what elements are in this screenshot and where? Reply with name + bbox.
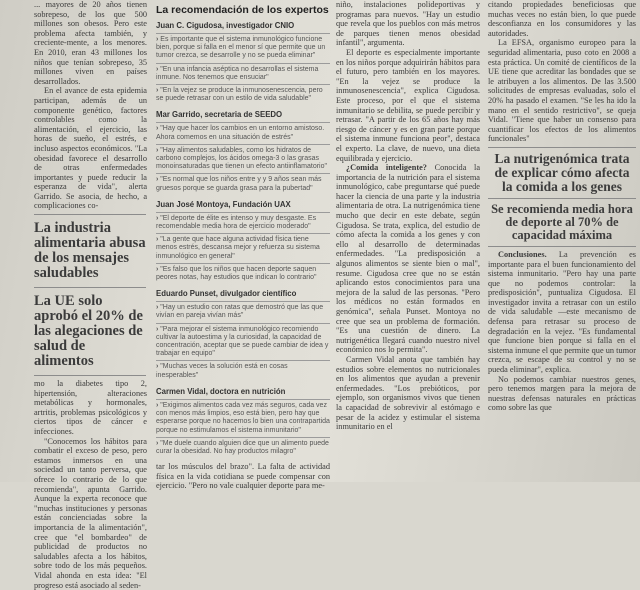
expert-quote: [156, 33, 330, 63]
quote-arrow-icon: ›: [156, 176, 161, 184]
quote-arrow-icon: ›: [156, 214, 161, 222]
expert-quote: [156, 212, 330, 233]
expert-name: Eduardo Punset, divulgador científico: [156, 289, 297, 299]
col4-headline-2: Se recomienda media hora de deporte al 70% de capacidad máxima: [491, 201, 633, 242]
quote-text: "Muchas veces la solución está en cosas inesperables": [156, 363, 288, 379]
quote-arrow-icon: ›: [156, 265, 161, 273]
col4-para3: La prevención es importante para el buen funcionamiento del sistema inmunitario. "Pero hay una parte que no podemos controlar: la predisposición", puntualiza Cigudosa. El investigador invita a retrasar con un estilo de vida saludable —este mecanismo de defensa para retrasar su proceso de degradación en la vejez. "Es fundamental que funcione bien porque si falla en el sistema inmune el que permite que un tumor crezca, se escape de su control y no se pueda eliminar", explica.: [488, 249, 636, 375]
column-4: [488, 0, 638, 482]
col4-para2: La EFSA, organismo europeo para la seguridad alimentaria, puso coto en 2008 a esta práctica. Un comité de científicos de la UE tiene que acreditar las bondades que se le atribuyen a los alimentos. De las 3.500 solicitudes de empresas evaluadas, solo el 20% ha pasado el examen. "Se les ha ido la mano en el sentido restrictivo", se queja Vidal. "Tiene que haber un consenso para cuantificar los efectos de los alimentos funcionales": [488, 38, 636, 144]
quote-text: "Hay alimentos saludables, como los hidratos de carbono complejos, los ácidos omega-3 o las grasas monoinsaturadas que tienen un efecto antiinflamatorio": [156, 146, 327, 171]
expert-quote: [156, 122, 330, 143]
col1-para2: En el avance de esta epidemia participan, además de un componente genético, factores controlables como la alimentación, el ejercicio, las horas de sueño, el estrés, e incluso aspectos económicos. "La obesidad favorece el desarrollo de otras enfermedades importantes y puede reducir la esperanza de vida", alerta Garrido. Se asocia, de hecho, a complicaciones co-: [34, 86, 147, 211]
col4-lead: Conclusiones.: [498, 249, 547, 259]
quote-arrow-icon: ›: [156, 439, 161, 447]
col1-para4: "Conocemos los hábitos para combatir el exceso de peso, pero estamos inmersos en una sociedad un tanto perversa, que ofrece lo contrario de lo que recomienda", apunta Garrido. Aunque la experta reconoce que "muchas instituciones y personas están concienciadas sobre la importancia de la alimentación", cree que "el bombardeo" de publicidad de productos no saludables afecta a los hábitos, sobre todo de los más pequeños. Vidal ahonda en esta idea: "El progreso está asociado al seden-: [34, 436, 147, 590]
column-3: [336, 0, 484, 482]
col3-lead: ¿Comida inteligente?: [346, 163, 427, 173]
col1-headline-2: La UE solo aprobó el 20% de las alegaciones de salud de alimentos: [34, 293, 143, 370]
expert-quote: [156, 84, 330, 105]
quote-arrow-icon: ›: [156, 146, 161, 154]
quote-text: "En una infancia aséptica no desarrollas el sistema inmune. Nos tenemos que ensuciar": [156, 65, 319, 81]
experts-box-title: La recomendación de los expertos: [156, 4, 329, 16]
quote-text: "Me duele cuando alguien dice que un alimento puede curar la obesidad. No hay productos milagro": [156, 439, 329, 455]
quote-text: "Hay un estudio con ratas que demostró que las que vivían en pareja vivían más": [156, 304, 324, 320]
expert-quote: [156, 233, 330, 263]
expert-quote: [156, 360, 330, 381]
quote-arrow-icon: ›: [156, 87, 161, 95]
col4-headline-1: La nutrigenómica trata de explicar cómo afecta la comida a los genes: [494, 150, 630, 194]
box-bottom-text: tar los músculos del brazo". La falta de actividad física en la vida cotidiana se puede compensar con ejercicio. "Pero no vale cualquier deporte para me-: [156, 462, 330, 491]
col4-top-text: citando propiedades beneficiosas que muchas veces no están bien, lo que puede desconfianza en los consumidores y las autoridades.: [488, 0, 636, 38]
col1-para3: mo la diabetes tipo 2, hipertensión, alteraciones metabólicas y hormonales, artritis, problemas psicológicos y ciertos tipos de cáncer e infecciones.: [34, 379, 147, 437]
expert-quote: [156, 144, 330, 174]
expert-name: Juan José Montoya, Fundación UAX: [156, 199, 291, 209]
expert-quote: [156, 437, 330, 458]
expert-quote: [156, 399, 330, 437]
expert-quote: [156, 63, 330, 84]
col1-top-text: ... mayores de 20 años tienen sobrepeso, de los que 500 millones son obesos. Pero este problema afecta también, y creciente-mente, a los menores. En 2010, eran 43 millones los niños que tenían sobrepeso, 35 millones viven en países desarrollados.: [34, 0, 147, 86]
col3-para3: Conocida la importancia de la nutrición para el sistema inmunológico, cabe preguntarse qué puede hacer la ciencia de una parte y la industria alimentaria de otra. La nutrigenómica tiene mucho que decir en este debate, según Cigudosa. Se trata, explica, del estudio de cómo afecta la comida a los genes y con ello al desarrollo de determinadas enfermedades. "La predisposición a algunos alimentos se siente bien o mal", resume. Cigudosa cree que no se están aplicando estos conocimientos para una mejora de la salud de las personas. "Pero los médicos no están formados en genómica", señala Punset. Montoya no cree que sea un problema de formación. "Es una cuestión de dinero. La nutrigenética llegará cuando nuestro nivel económico nos lo permita".: [336, 163, 481, 355]
column-1: [0, 0, 150, 590]
quote-arrow-icon: ›: [156, 125, 161, 133]
quote-text: "El deporte de élite es intenso y muy desgaste. Es recomendable media hora de ejercicio moderado": [156, 214, 317, 231]
quote-text: "Es falso que los niños que hacen deporte saquen peores notas, hay estudios que indican lo contrario": [156, 265, 317, 282]
quote-text: "Para mejorar el sistema inmunológico recomiendo cultivar la autoestima y la curiosidad, la capacidad de concentración, aceptar que se puede cambiar de idea y trabajar en equipo": [156, 325, 329, 358]
quote-text: "Es normal que los niños entre y y 9 años sean más gruesos porque se guarda grasa para la pubertad": [156, 176, 322, 192]
quote-text: "En la vejez se produce la inmunosenescencia, pero se puede retrasar con un estilo de vida saludable": [156, 87, 323, 103]
quote-text: "Hay que hacer los cambios en un entorno amistoso. Ahora comemos en una situación de estrés": [156, 125, 325, 141]
quote-text: "Exigimos alimentos cada vez más seguros, cada vez con menos más limpios, eso está bien, pero hay que esperarse porque no hacemos lo bien una contrapartida porque no estimulamos el sistema inmunitario": [156, 401, 330, 434]
quote-arrow-icon: ›: [156, 304, 161, 312]
quote-arrow-icon: ›: [156, 65, 161, 73]
expert-name: Juan C. Cigudosa, investigador CNIO: [156, 21, 295, 30]
col3-top-text: niño, instalaciones polideportivas y programas para nuevos. "Hay un estudio que revela que los pueblos con más metros de parques tienen menos obesidad infantil", argumenta.: [336, 0, 480, 48]
quote-arrow-icon: ›: [156, 401, 161, 409]
col4-para4: No podemos cambiar nuestros genes, pero tenemos margen para la mejora de nuestras defensas naturales en prácticas como sobre las que: [488, 374, 636, 413]
expert-name: Mar Garrido, secretaria de SEEDO: [156, 110, 283, 120]
col3-para4: Carmen Vidal anota que también hay estudios sobre elementos no nutricionales en los alimentos que ayudan a prevenir enfermedades. "Los prebióticos, por ejemplo, son organismos vivos que tienen la capacidad de sobrevivir al estómago e pesar de la acidez y estimular el sistema inmunitario en el: [336, 354, 480, 432]
experts-box: [156, 0, 330, 491]
quote-text: Es importante que el sistema inmunológico funcione bien, porque si falla en el menor sí que permite que un tumor crezca, se desarrolle y no se pueda eliminar": [156, 36, 326, 60]
quote-arrow-icon: ›: [156, 36, 161, 43]
quote-arrow-icon: ›: [156, 236, 161, 244]
expert-quote: [156, 301, 330, 322]
quote-arrow-icon: ›: [156, 325, 161, 333]
expert-quote: [156, 263, 330, 284]
quote-arrow-icon: ›: [156, 363, 161, 371]
expert-quote: [156, 173, 330, 194]
expert-quote: [156, 323, 330, 361]
experts-list: [156, 21, 330, 458]
col3-para2: El deporte es especialmente importante en los niños porque adquirirán hábitos para el futuro, pero también en los mayores. "En la vejez se produce la inmunosenescencia", explica Cigudosa. Este proceso, por el que el sistema inmunitario se debilita, se puede percibir y retrasar. "A partir de los 65 años hay más riesgo de cáncer y es en gran parte porque el sistema inmune funciona peor", destaca el experto. La clave, de nuevo, una dieta equilibrada y ejercicio.: [336, 47, 480, 163]
quote-text: "La gente que hace alguna actividad física tiene menos estrés, descansa mejor y refuerza su sistema inmunológico en general": [156, 236, 320, 260]
expert-name: Carmen Vidal, doctora en nutrición: [156, 386, 286, 396]
col1-headline-1: La industria alimentaria abusa de los mensajes saludables: [34, 220, 146, 282]
